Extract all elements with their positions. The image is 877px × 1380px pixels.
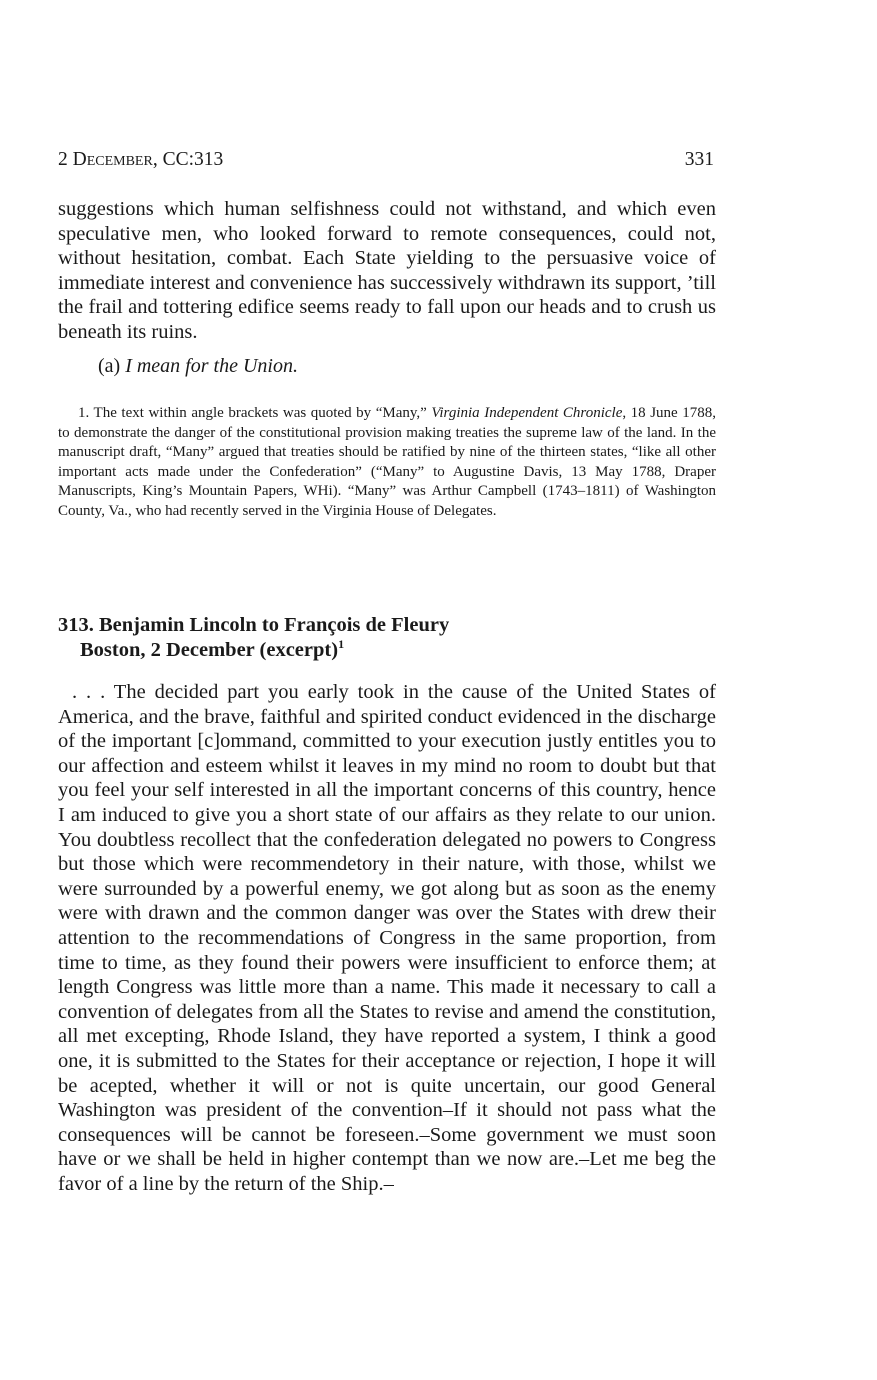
author-note-text: I mean for the Union. bbox=[125, 355, 298, 377]
footnote-1 bbox=[58, 404, 716, 522]
footnote-italic-title: Virginia Independent Chronicle bbox=[431, 405, 623, 421]
running-head-doc-ref: , CC:313 bbox=[152, 149, 224, 170]
running-head-month: December bbox=[72, 149, 153, 170]
footnote-reference: 1 bbox=[338, 637, 345, 652]
document-heading bbox=[58, 613, 716, 663]
document-heading-title: 313. Benjamin Lincoln to François de Fleury bbox=[58, 614, 450, 636]
author-note-marker: (a) bbox=[98, 355, 126, 377]
footnote-text-part2: , 18 June 1788, to demonstrate the danger of the constitutional provision making treaties the supreme law of the land. In the manuscript draft, “Many” argued that treaties should be ratified by nine of the thirteen states, “like all other important acts made under the Confederation” (“Many” to Augustine Davis, 13 May 1788, Draper Manuscripts, King’s Mountain Papers, WHi). “Many” was Arthur Campbell (1743–1811) of Washington County, Va., who had recently served in the Virginia House of Delegates. bbox=[58, 405, 717, 519]
footnote-text-part1: 1. The text within angle brackets was quoted by “Many,” bbox=[78, 405, 432, 421]
document-heading-place-date bbox=[58, 638, 716, 663]
running-head-date: 2 bbox=[58, 149, 73, 170]
running-head-title bbox=[58, 147, 223, 173]
document-page bbox=[58, 0, 716, 1380]
author-note-a bbox=[98, 354, 298, 378]
running-head bbox=[58, 147, 716, 173]
document-heading-dateline: Boston, 2 December (excerpt) bbox=[80, 639, 339, 661]
letter-body: . . . The decided part you early took in the cause of the United States of America, and the brave, faithful and spirited conduct evidenced in the discharge of the important [c]ommand, committed to your execution justly entitles you to our affection and esteem whilst it leaves in my mind no room to doubt but that you feel your self interested in all the important concerns of this country, hence I am induced to give you a short state of our affairs as they relate to our union. You doubtless recollect that the confederation delegated no powers to Congress but those which were recommendetory in their nature, with those, whilst we were surrounded by a powerful enemy, we got along but as soon as the enemy were with drawn and the common danger was over the States with drew their attention to the recommendations of Congress in the same proportion, from time to time, as they found their powers were insufficient to enforce them; at length Congress was little more than a name. This made it necessary to call a convention of delegates from all the States to revise and amend the constitution, all met excepting, Rhode Island, they have reported a system, I think a good one, it is submitted to the States for their acceptance or rejection, I hope it will be acepted, whether it will or not is quite uncertain, our good General Washington was president of the convention–If it should not pass what the consequences will be cannot be foreseen.–Some government we must soon have or we shall be held in higher contempt than we now are.–Let me beg the favor of a line by the return of the Ship.– bbox=[58, 681, 716, 1195]
page-number: 331 bbox=[684, 149, 714, 170]
paragraph-continuation: suggestions which human selfishness could not withstand, and which even speculative men, who looked forward to remote consequences, could not, without hesitation, combat. Each State yielding to the persuasive voice of immediate interest and convenience has successively withdrawn its support, ’till the frail and tottering edifice seems ready to fall upon our heads and to crush us beneath its ruins. bbox=[58, 198, 716, 343]
